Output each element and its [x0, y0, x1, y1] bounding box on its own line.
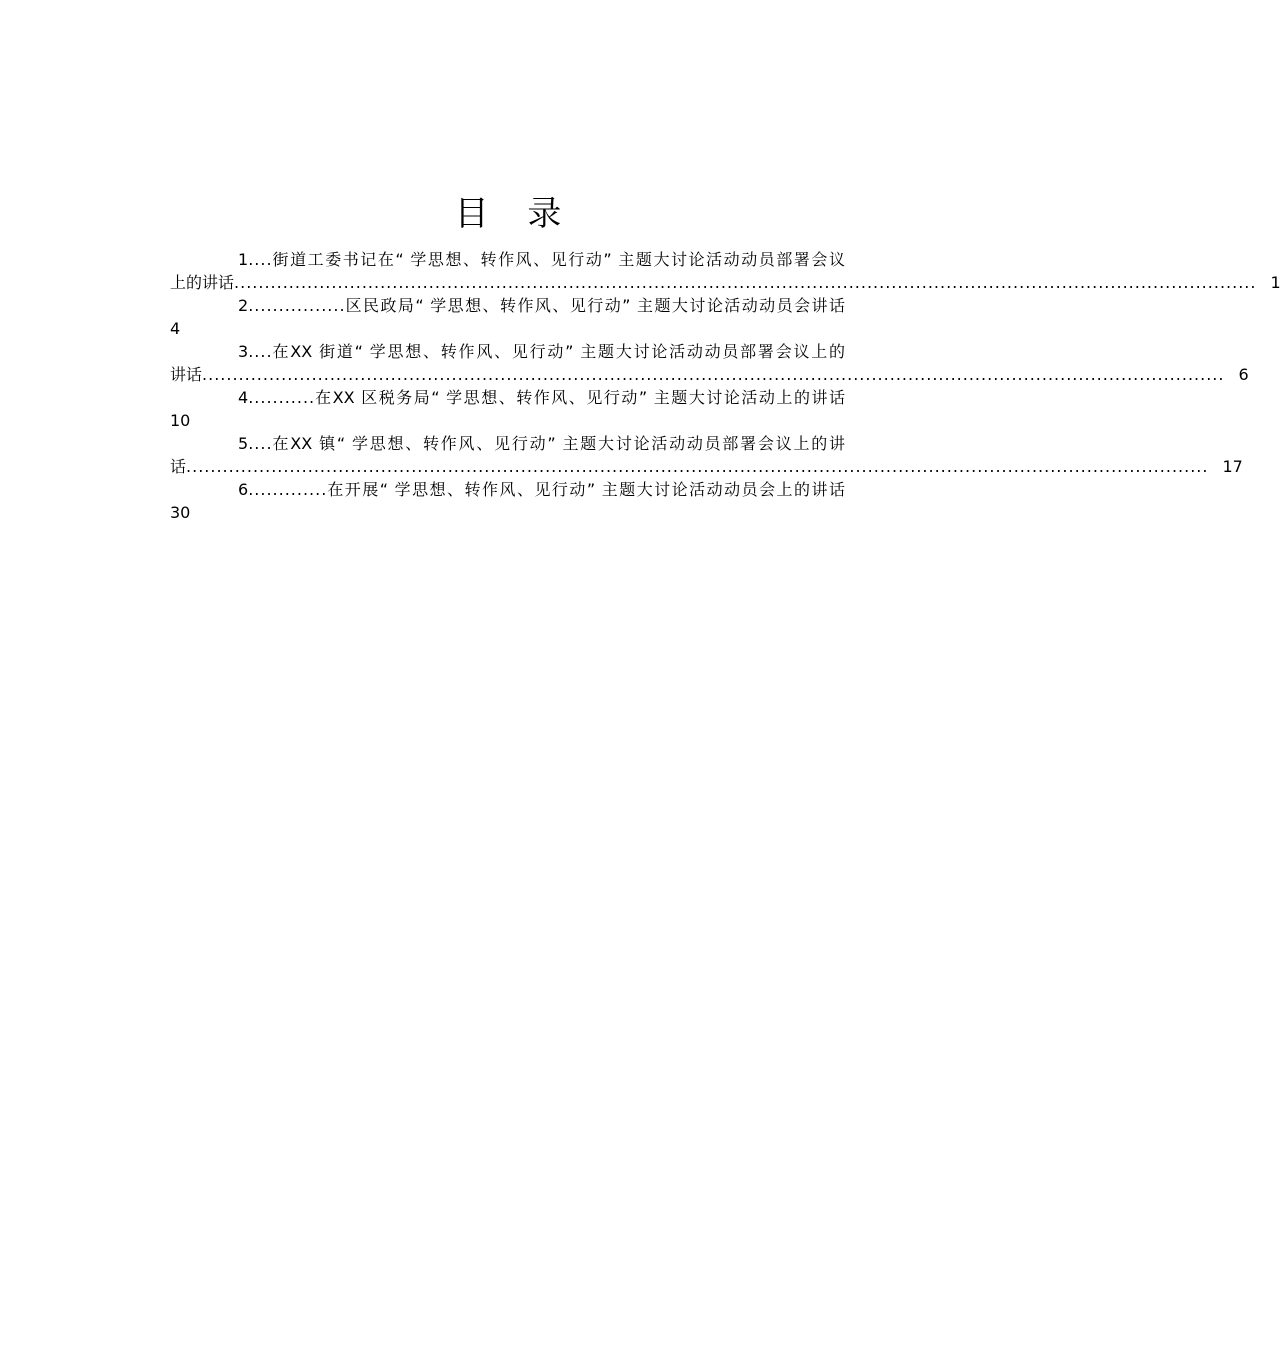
toc-leader-dots: ........................................................................................................................................................................ [234, 273, 1257, 292]
toc-leader-dots: ............. [248, 480, 328, 499]
toc-entry-title-continued: 讲话 [170, 365, 203, 384]
toc-entry-continuation [170, 501, 845, 524]
toc-entry-continuation [170, 317, 845, 340]
toc-entry-4[interactable] [170, 386, 845, 432]
toc-leader-dots: .... [248, 434, 273, 453]
toc-leader-dots: .... [248, 250, 273, 269]
toc-entry-title: 在XX 街道“ 学思想、转作风、见行动” 主题大讨论活动动员部署会议上的 [272, 342, 845, 361]
toc-entry-continuation [170, 455, 1243, 478]
toc-page-number: 17 [1222, 457, 1243, 476]
toc-entry-number: 4 [238, 388, 249, 407]
page-title: 目 录 [454, 194, 576, 234]
toc-entry-line [170, 340, 845, 363]
toc-leader-dots: .... [248, 342, 273, 361]
toc-entry-continuation [170, 271, 1281, 294]
toc-entry-title: 在XX 区税务局“ 学思想、转作风、见行动” 主题大讨论活动上的讲话 [315, 388, 845, 407]
toc-entry-line [170, 478, 845, 501]
toc-entry-title: 街道工委书记在“ 学思想、转作风、见行动” 主题大讨论活动动员部署会议 [272, 250, 845, 269]
toc-leader-dots: ........................................................................................................................................................................ [202, 365, 1225, 384]
toc-entry-continuation [170, 363, 1249, 386]
toc-entry-title-continued: 话 [170, 457, 187, 476]
toc-page-number: 1 [1270, 273, 1281, 292]
toc-entry-title: 在开展“ 学思想、转作风、见行动” 主题大讨论活动动员会上的讲话 [327, 480, 845, 499]
toc-entry-1[interactable] [170, 248, 1281, 294]
toc-entry-3[interactable] [170, 340, 1249, 386]
toc-entry-line [170, 248, 845, 271]
toc-entry-5[interactable] [170, 432, 1243, 478]
toc-page-number: 6 [1238, 365, 1249, 384]
toc-entry-2[interactable] [170, 294, 845, 340]
toc-leader-dots: ........................................................................................................................................................................ [186, 457, 1209, 476]
toc-page-number: 10 [170, 411, 191, 430]
toc-entry-line [170, 294, 845, 317]
toc-entry-title: 在XX 镇“ 学思想、转作风、见行动” 主题大讨论活动动员部署会议上的讲 [272, 434, 845, 453]
toc-leader-dots: ........... [248, 388, 316, 407]
toc-entry-line [170, 386, 845, 409]
toc-entry-number: 6 [238, 480, 249, 499]
toc-page-number: 4 [170, 319, 181, 338]
toc-entry-6[interactable] [170, 478, 845, 524]
toc-entry-number: 2 [238, 296, 249, 315]
toc-entry-number: 3 [238, 342, 249, 361]
toc-entry-number: 1 [238, 250, 249, 269]
toc-page-number: 30 [170, 503, 191, 522]
toc-leader-dots: ................ [248, 296, 346, 315]
toc-entry-title-continued: 上的讲话 [170, 273, 235, 292]
toc-entry-continuation [170, 409, 845, 432]
toc-entry-line [170, 432, 845, 455]
toc-entry-number: 5 [238, 434, 249, 453]
table-of-contents [170, 248, 1281, 524]
toc-entry-title: 区民政局“ 学思想、转作风、见行动” 主题大讨论活动动员会讲话 [345, 296, 845, 315]
